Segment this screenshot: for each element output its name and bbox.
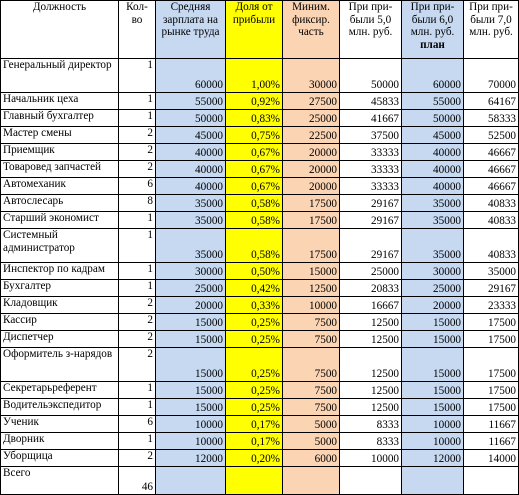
cell-profit-7: 17500 — [464, 331, 519, 348]
cell-count: 1 — [119, 382, 156, 399]
table-row — [1, 93, 519, 110]
cell-position: Ученик — [1, 416, 119, 433]
cell-profit-5: 12500 — [340, 399, 402, 416]
header-share: Доля от прибыли — [226, 1, 283, 59]
cell-count: 1 — [119, 93, 156, 110]
cell-position: Секретарьреферент — [1, 382, 119, 399]
table-row — [1, 178, 519, 195]
cell-count: 2 — [119, 331, 156, 348]
cell-salary: 40000 — [156, 178, 226, 195]
cell-count: 1 — [119, 399, 156, 416]
cell-count: 2 — [119, 144, 156, 161]
cell-minfix: 5000 — [283, 416, 340, 433]
cell-profit-5: 12500 — [340, 331, 402, 348]
cell-profit-6: 10000 — [402, 433, 464, 450]
cell-profit-6: 15000 — [402, 331, 464, 348]
cell-profit-5: 45833 — [340, 93, 402, 110]
cell-count: 2 — [119, 450, 156, 467]
cell-share: 0,58% — [226, 212, 283, 229]
cell-profit-7: 11667 — [464, 433, 519, 450]
table-row — [1, 229, 519, 263]
table-row — [1, 161, 519, 178]
cell-salary: 45000 — [156, 127, 226, 144]
cell-salary: 15000 — [156, 399, 226, 416]
cell-profit-5: 29167 — [340, 195, 402, 212]
cell-profit-7: 64167 — [464, 93, 519, 110]
cell-profit-6: 25000 — [402, 280, 464, 297]
cell-profit-7: 29167 — [464, 280, 519, 297]
cell-salary: 12000 — [156, 450, 226, 467]
cell-profit-5: 25000 — [340, 263, 402, 280]
cell-profit-6: 15000 — [402, 382, 464, 399]
header-plan-label: план — [420, 38, 445, 51]
cell-share: 0,67% — [226, 161, 283, 178]
header-profit-7: При при-были 7,0 млн. руб. — [464, 1, 519, 59]
cell-minfix: 25000 — [283, 110, 340, 127]
table-row — [1, 280, 519, 297]
cell-position: Мастер смены — [1, 127, 119, 144]
cell-profit-6: 15000 — [402, 348, 464, 382]
cell-position: Кладовщик — [1, 297, 119, 314]
cell-count: 2 — [119, 297, 156, 314]
cell-profit-7: 17500 — [464, 382, 519, 399]
cell-count: 2 — [119, 314, 156, 331]
cell-count: 6 — [119, 416, 156, 433]
cell-salary: 55000 — [156, 93, 226, 110]
cell-minfix: 12500 — [283, 280, 340, 297]
cell-position: Генеральный директор — [1, 59, 119, 93]
cell-position: Системный администратор — [1, 229, 119, 263]
cell-position: Уборщица — [1, 450, 119, 467]
cell-salary: 50000 — [156, 110, 226, 127]
cell-minfix: 17500 — [283, 195, 340, 212]
cell-empty — [283, 467, 340, 495]
table-row — [1, 110, 519, 127]
cell-count: 6 — [119, 178, 156, 195]
cell-salary: 25000 — [156, 280, 226, 297]
header-position: Должность — [1, 1, 119, 59]
cell-share: 0,58% — [226, 229, 283, 263]
cell-count: 1 — [119, 212, 156, 229]
cell-count: 1 — [119, 229, 156, 263]
cell-minfix: 7500 — [283, 314, 340, 331]
cell-salary: 30000 — [156, 263, 226, 280]
cell-count: 2 — [119, 161, 156, 178]
cell-share: 0,25% — [226, 382, 283, 399]
cell-share: 0,92% — [226, 93, 283, 110]
header-row — [1, 1, 519, 59]
cell-profit-7: 17500 — [464, 314, 519, 331]
cell-minfix: 20000 — [283, 161, 340, 178]
cell-profit-6: 15000 — [402, 399, 464, 416]
cell-profit-5: 41667 — [340, 110, 402, 127]
table-row — [1, 127, 519, 144]
cell-position: Старший экономист — [1, 212, 119, 229]
total-count: 46 — [119, 467, 156, 495]
cell-profit-7: 17500 — [464, 399, 519, 416]
cell-count: 1 — [119, 263, 156, 280]
table-row — [1, 450, 519, 467]
cell-profit-6: 45000 — [402, 127, 464, 144]
cell-count: 2 — [119, 348, 156, 382]
cell-profit-7: 58333 — [464, 110, 519, 127]
cell-profit-6: 10000 — [402, 416, 464, 433]
cell-share: 0,67% — [226, 178, 283, 195]
cell-profit-6: 15000 — [402, 314, 464, 331]
cell-share: 0,83% — [226, 110, 283, 127]
cell-profit-5: 16667 — [340, 297, 402, 314]
cell-profit-7: 11667 — [464, 416, 519, 433]
cell-minfix: 20000 — [283, 144, 340, 161]
cell-profit-5: 20833 — [340, 280, 402, 297]
cell-profit-6: 40000 — [402, 161, 464, 178]
cell-profit-6: 55000 — [402, 93, 464, 110]
cell-salary: 40000 — [156, 144, 226, 161]
cell-share: 0,25% — [226, 348, 283, 382]
cell-share: 0,25% — [226, 399, 283, 416]
header-profit-6-label: При при-были 6,0 млн. руб. — [410, 1, 455, 39]
table-row — [1, 195, 519, 212]
header-minfix: Миним. фиксир. часть — [283, 1, 340, 59]
cell-minfix: 7500 — [283, 382, 340, 399]
header-profit-5: При при-были 5,0 млн. руб. — [340, 1, 402, 59]
total-label: Всего — [1, 467, 119, 495]
cell-minfix: 7500 — [283, 331, 340, 348]
cell-position: Кассир — [1, 314, 119, 331]
cell-salary: 35000 — [156, 229, 226, 263]
cell-share: 0,50% — [226, 263, 283, 280]
cell-share: 0,75% — [226, 127, 283, 144]
cell-share: 0,67% — [226, 144, 283, 161]
cell-profit-6: 40000 — [402, 178, 464, 195]
cell-minfix: 30000 — [283, 59, 340, 93]
cell-minfix: 7500 — [283, 399, 340, 416]
table-row — [1, 382, 519, 399]
cell-minfix: 27500 — [283, 93, 340, 110]
cell-position: Приемщик — [1, 144, 119, 161]
cell-position: Товаровед запчастей — [1, 161, 119, 178]
cell-salary: 10000 — [156, 433, 226, 450]
cell-salary: 15000 — [156, 331, 226, 348]
table-row — [1, 399, 519, 416]
cell-share: 0,25% — [226, 331, 283, 348]
cell-position: Автомеханик — [1, 178, 119, 195]
table-row — [1, 348, 519, 382]
cell-profit-5: 50000 — [340, 59, 402, 93]
cell-profit-6: 50000 — [402, 110, 464, 127]
cell-position: Водительэкспедитор — [1, 399, 119, 416]
cell-share: 0,20% — [226, 450, 283, 467]
cell-profit-7: 40833 — [464, 212, 519, 229]
cell-count: 1 — [119, 59, 156, 93]
table-row — [1, 263, 519, 280]
cell-profit-6: 35000 — [402, 212, 464, 229]
table-row — [1, 416, 519, 433]
cell-salary: 15000 — [156, 314, 226, 331]
cell-count: 1 — [119, 433, 156, 450]
cell-profit-5: 29167 — [340, 212, 402, 229]
cell-profit-5: 8333 — [340, 433, 402, 450]
cell-minfix: 10000 — [283, 297, 340, 314]
cell-empty — [226, 467, 283, 495]
cell-profit-5: 8333 — [340, 416, 402, 433]
cell-count: 1 — [119, 280, 156, 297]
cell-profit-7: 14000 — [464, 450, 519, 467]
cell-position: Начальник цеха — [1, 93, 119, 110]
cell-profit-6: 40000 — [402, 144, 464, 161]
cell-empty — [464, 467, 519, 495]
cell-share: 0,17% — [226, 433, 283, 450]
cell-minfix: 7500 — [283, 348, 340, 382]
total-row — [1, 467, 519, 495]
table-row — [1, 331, 519, 348]
cell-position: Дворник — [1, 433, 119, 450]
cell-count: 8 — [119, 195, 156, 212]
cell-salary: 10000 — [156, 416, 226, 433]
cell-profit-6: 30000 — [402, 263, 464, 280]
cell-profit-7: 23333 — [464, 297, 519, 314]
cell-minfix: 6000 — [283, 450, 340, 467]
cell-profit-7: 46667 — [464, 144, 519, 161]
cell-salary: 20000 — [156, 297, 226, 314]
cell-salary: 60000 — [156, 59, 226, 93]
cell-minfix: 17500 — [283, 212, 340, 229]
cell-empty — [402, 467, 464, 495]
cell-profit-5: 12500 — [340, 348, 402, 382]
header-count: Кол-во — [119, 1, 156, 59]
cell-count: 1 — [119, 110, 156, 127]
cell-position: Главный бухгалтер — [1, 110, 119, 127]
header-profit-6 — [402, 1, 464, 59]
cell-empty — [156, 467, 226, 495]
cell-profit-7: 70000 — [464, 59, 519, 93]
cell-profit-5: 12500 — [340, 314, 402, 331]
table-row — [1, 212, 519, 229]
cell-minfix: 5000 — [283, 433, 340, 450]
cell-profit-7: 35000 — [464, 263, 519, 280]
cell-share: 0,17% — [226, 416, 283, 433]
cell-count: 2 — [119, 127, 156, 144]
cell-profit-5: 37500 — [340, 127, 402, 144]
cell-profit-5: 33333 — [340, 161, 402, 178]
cell-position: Оформитель з-нарядов — [1, 348, 119, 382]
cell-profit-5: 29167 — [340, 229, 402, 263]
cell-empty — [340, 467, 402, 495]
cell-profit-5: 10000 — [340, 450, 402, 467]
cell-salary: 15000 — [156, 348, 226, 382]
table-row — [1, 433, 519, 450]
cell-share: 0,42% — [226, 280, 283, 297]
cell-position: Инспектор по кадрам — [1, 263, 119, 280]
cell-salary: 35000 — [156, 195, 226, 212]
cell-profit-7: 52500 — [464, 127, 519, 144]
cell-minfix: 20000 — [283, 178, 340, 195]
cell-profit-6: 35000 — [402, 229, 464, 263]
cell-profit-6: 12000 — [402, 450, 464, 467]
cell-position: Бухгалтер — [1, 280, 119, 297]
cell-share: 0,58% — [226, 195, 283, 212]
cell-position: Диспетчер — [1, 331, 119, 348]
table-row — [1, 297, 519, 314]
table-row — [1, 144, 519, 161]
table-row — [1, 314, 519, 331]
cell-profit-6: 60000 — [402, 59, 464, 93]
header-salary: Средняя зарплата на рынке труда — [156, 1, 226, 59]
cell-share: 1,00% — [226, 59, 283, 93]
cell-share: 0,25% — [226, 314, 283, 331]
cell-profit-6: 20000 — [402, 297, 464, 314]
cell-profit-7: 46667 — [464, 161, 519, 178]
cell-salary: 35000 — [156, 212, 226, 229]
cell-share: 0,33% — [226, 297, 283, 314]
cell-profit-6: 35000 — [402, 195, 464, 212]
cell-salary: 40000 — [156, 161, 226, 178]
cell-profit-7: 40833 — [464, 195, 519, 212]
cell-salary: 15000 — [156, 382, 226, 399]
cell-profit-5: 33333 — [340, 144, 402, 161]
cell-profit-7: 46667 — [464, 178, 519, 195]
cell-profit-5: 33333 — [340, 178, 402, 195]
cell-profit-7: 17500 — [464, 348, 519, 382]
table-row — [1, 59, 519, 93]
cell-minfix: 15000 — [283, 263, 340, 280]
cell-profit-5: 12500 — [340, 382, 402, 399]
cell-profit-7: 40833 — [464, 229, 519, 263]
cell-position: Автослесарь — [1, 195, 119, 212]
cell-minfix: 22500 — [283, 127, 340, 144]
cell-minfix: 17500 — [283, 229, 340, 263]
